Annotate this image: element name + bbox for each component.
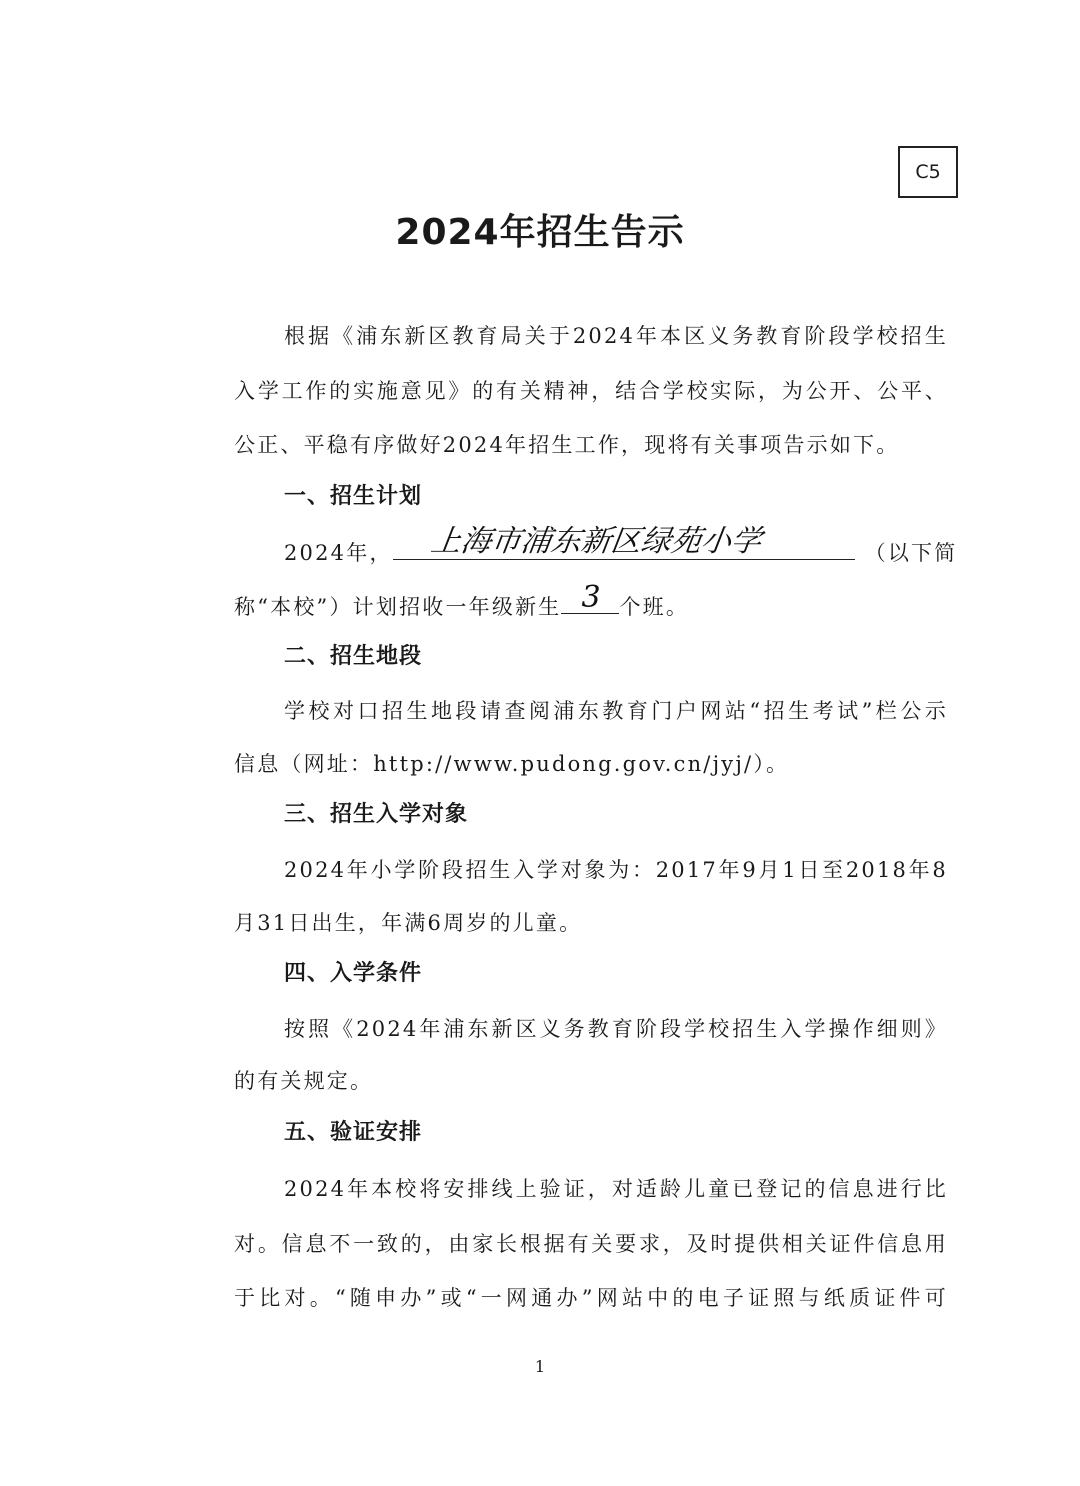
intro-line-1: 根据《浦东新区教育局关于2024年本区义务教育阶段学校招生 xyxy=(284,324,948,348)
section-1-line-2-prefix: 称“本校”）计划招收一年级新生 xyxy=(234,595,562,619)
section-5-line-1: 2024年本校将安排线上验证，对适龄儿童已登记的信息进行比 xyxy=(284,1177,948,1201)
section-1-line-2 xyxy=(234,580,948,622)
section-1-line-1 xyxy=(284,524,958,568)
section-2-line-1: 学校对口招生地段请查阅浦东教育门户网站“招生考试”栏公示 xyxy=(284,699,948,723)
section-3-line-1: 2024年小学阶段招生入学对象为：2017年9月1日至2018年8 xyxy=(284,858,948,882)
section-5-line-3: 于比对。“随申办”或“一网通办”网站中的电子证照与纸质证件可 xyxy=(234,1286,948,1310)
section-1-heading: 一、招生计划 xyxy=(284,484,423,509)
document-title: 2024年招生告示 xyxy=(395,212,685,253)
section-5-line-2: 对。信息不一致的，由家长根据有关要求，及时提供相关证件信息用 xyxy=(234,1232,948,1256)
section-4-heading: 四、入学条件 xyxy=(284,961,423,986)
section-4-line-1: 按照《2024年浦东新区义务教育阶段学校招生入学操作细则》 xyxy=(284,1017,948,1041)
class-count-blank xyxy=(561,580,619,615)
document-code-box: C5 xyxy=(898,146,958,198)
class-count-handwritten: 3 xyxy=(581,580,603,615)
section-4-line-2: 的有关规定。 xyxy=(234,1069,374,1093)
section-1-suffix: （以下简 xyxy=(864,541,958,565)
section-3-heading: 三、招生入学对象 xyxy=(284,802,469,827)
section-1-line-2-suffix: 个班。 xyxy=(619,595,690,619)
section-1-prefix: 2024年， xyxy=(284,541,393,565)
school-name-blank xyxy=(393,524,855,560)
school-name-handwritten: 上海市浦东新区绿苑小学 xyxy=(428,524,764,559)
section-2-line-2: 信息（网址：http://www.pudong.gov.cn/jyj/）。 xyxy=(234,752,790,776)
section-3-line-2: 月31日出生，年满6周岁的儿童。 xyxy=(234,911,583,935)
intro-line-3: 公正、平稳有序做好2024年招生工作，现将有关事项告示如下。 xyxy=(234,433,900,457)
intro-line-2: 入学工作的实施意见》的有关精神，结合学校实际，为公开、公平、 xyxy=(234,379,948,403)
section-2-heading: 二、招生地段 xyxy=(284,644,423,669)
section-5-heading: 五、验证安排 xyxy=(284,1120,423,1145)
page-number: 1 xyxy=(534,1357,546,1376)
